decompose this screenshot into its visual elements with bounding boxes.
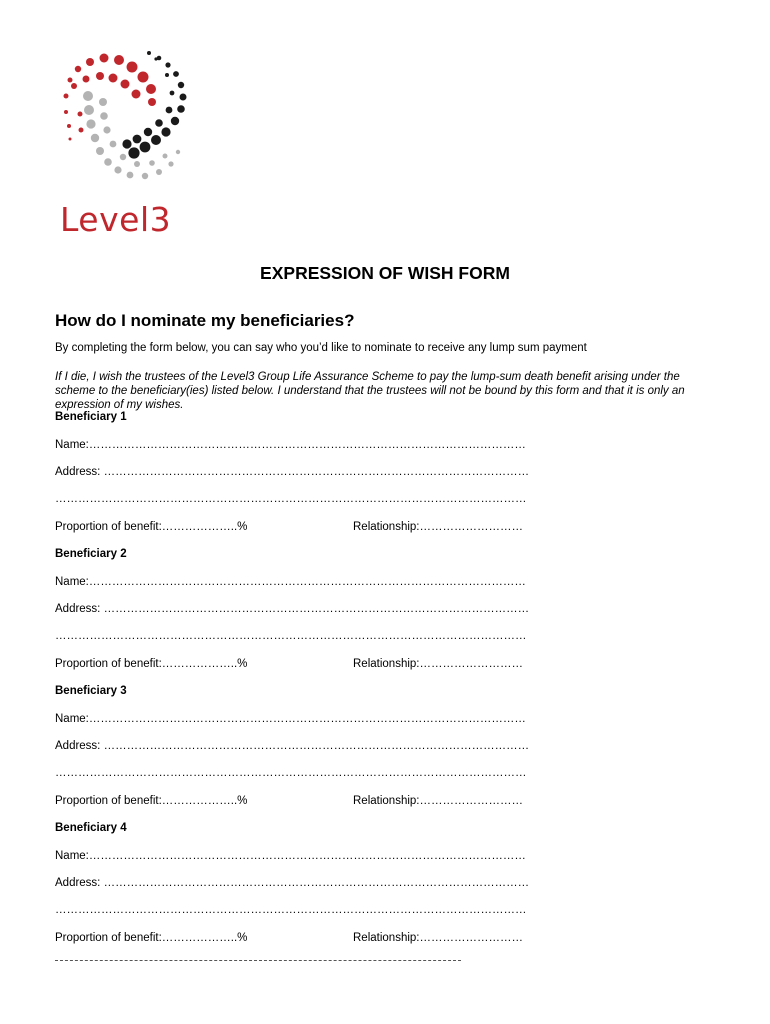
beneficiary-2-address-field[interactable]: Address: ………………………………………………………………………………………………… — [55, 603, 530, 615]
beneficiary-4-heading: Beneficiary 4 — [55, 822, 127, 834]
footer-divider — [55, 960, 461, 961]
beneficiary-3-relationship-field[interactable]: Relationship:……………………… — [353, 795, 523, 807]
beneficiary-1-name-field[interactable]: Name:…………………………………………………………………………………………………… — [55, 439, 526, 451]
beneficiary-3-name-field[interactable]: Name:…………………………………………………………………………………………………… — [55, 713, 526, 725]
level3-logo-dots-icon — [48, 44, 218, 194]
beneficiary-3-address-field-2[interactable]: …………………………………………………………………………………………………………… — [55, 767, 527, 779]
section-question: How do I nominate my beneficiaries? — [55, 311, 355, 330]
beneficiary-1-address-field[interactable]: Address: ………………………………………………………………………………………………… — [55, 466, 530, 478]
form-title: EXPRESSION OF WISH FORM — [260, 263, 510, 283]
level3-logo — [48, 44, 218, 240]
beneficiary-1-relationship-field[interactable]: Relationship:……………………… — [353, 521, 523, 533]
beneficiary-4-address-field-2[interactable]: …………………………………………………………………………………………………………… — [55, 904, 527, 916]
beneficiary-3-proportion-field[interactable]: Proportion of benefit:………………..% — [55, 795, 248, 807]
beneficiary-2-name-field[interactable]: Name:…………………………………………………………………………………………………… — [55, 576, 526, 588]
beneficiary-1-heading: Beneficiary 1 — [55, 411, 127, 423]
beneficiary-1-address-field-2[interactable]: …………………………………………………………………………………………………………… — [55, 493, 527, 505]
beneficiary-2-relationship-field[interactable]: Relationship:……………………… — [353, 658, 523, 670]
beneficiary-1-proportion-field[interactable]: Proportion of benefit:………………..% — [55, 521, 248, 533]
beneficiary-3-heading: Beneficiary 3 — [55, 685, 127, 697]
beneficiary-4-relationship-field[interactable]: Relationship:……………………… — [353, 932, 523, 944]
beneficiary-4-address-field[interactable]: Address: ………………………………………………………………………………………………… — [55, 877, 530, 889]
beneficiary-3-address-field[interactable]: Address: ………………………………………………………………………………………………… — [55, 740, 530, 752]
wish-statement: If I die, I wish the trustees of the Level3 Group Life Assurance Scheme to pay the lump-sum death benefit arising under the scheme to the beneficiary(ies) listed below. I understand that the trustees will not be bound by this form and that it is only an expression of my wishes. — [55, 371, 685, 411]
beneficiary-4-name-field[interactable]: Name:…………………………………………………………………………………………………… — [55, 850, 526, 862]
beneficiary-2-heading: Beneficiary 2 — [55, 548, 127, 560]
intro-text: By completing the form below, you can say who you’d like to nominate to receive any lump sum payment — [55, 342, 587, 354]
beneficiary-2-proportion-field[interactable]: Proportion of benefit:………………..% — [55, 658, 248, 670]
beneficiary-2-address-field-2[interactable]: …………………………………………………………………………………………………………… — [55, 630, 527, 642]
logo-wordmark: Level3 — [60, 200, 172, 239]
beneficiary-4-proportion-field[interactable]: Proportion of benefit:………………..% — [55, 932, 248, 944]
